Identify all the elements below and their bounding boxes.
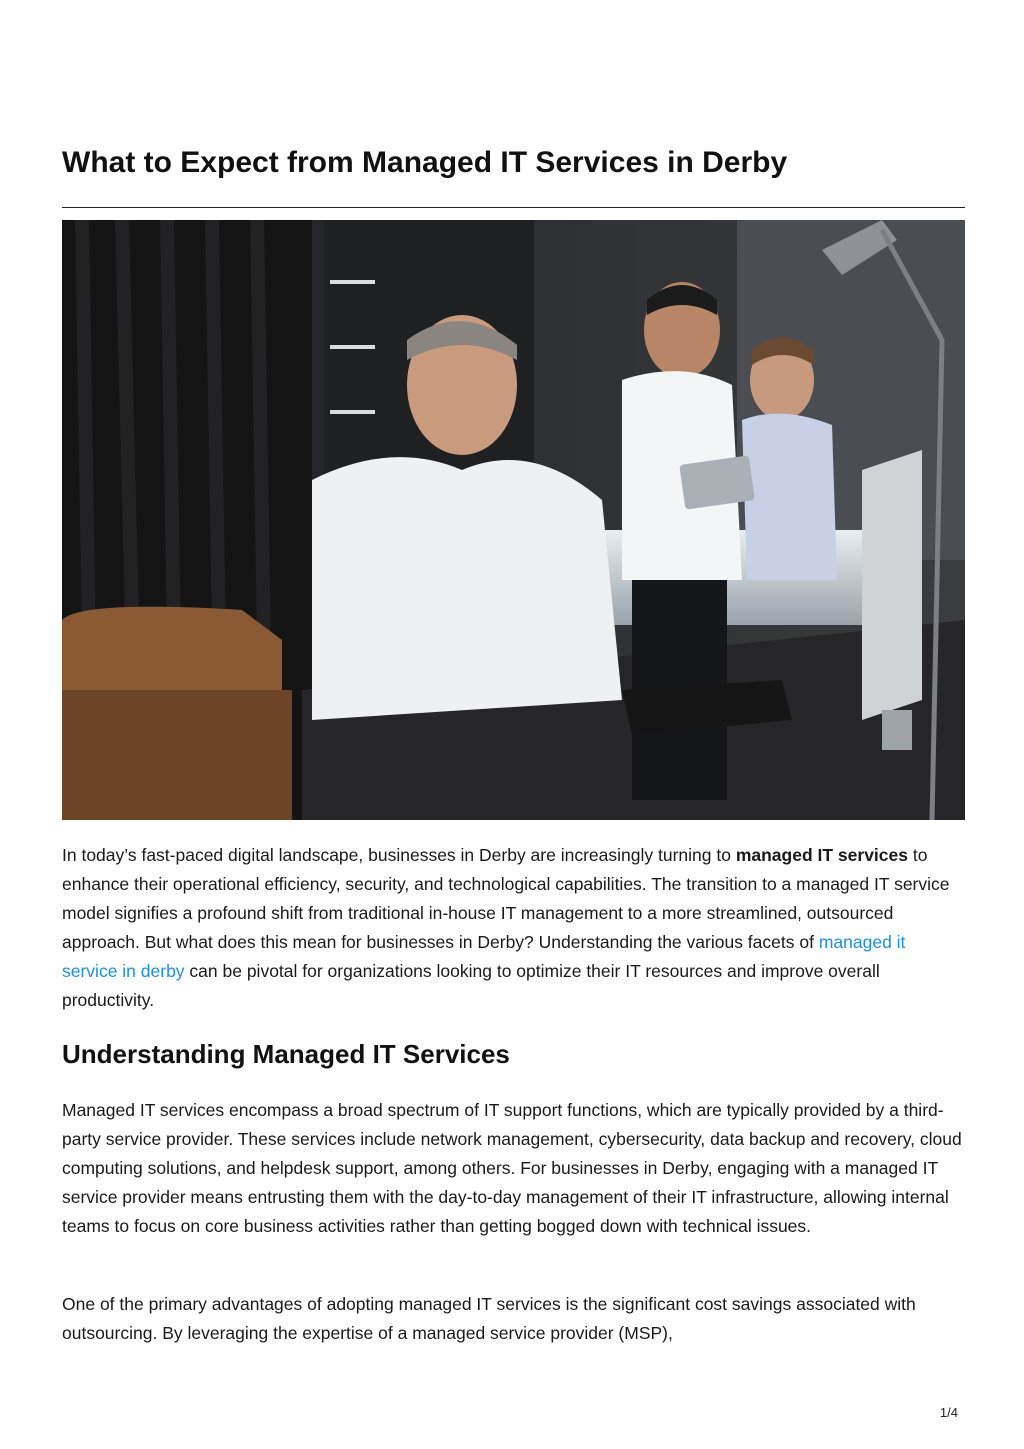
hero-image: [62, 220, 965, 820]
intro-text-middle: to enhance their operational efficiency, security, and technological capabilities. The transition to a managed IT service model signifies a profound shift from traditional in-house IT management to a more streamlined, outsourced approach. But what does this mean for businesses in Derby? Understanding the various facets of: [62, 845, 950, 952]
body-paragraph: One of the primary advantages of adopting managed IT services is the significant cost savings associated with outsourcing. By leveraging the expertise of a managed service provider (MSP),: [62, 1294, 916, 1343]
title-divider: [62, 207, 965, 208]
intro-paragraph: [62, 841, 965, 1015]
section-heading: Understanding Managed IT Services: [62, 1039, 510, 1069]
body-paragraph: Managed IT services encompass a broad spectrum of IT support functions, which are typically provided by a third-party service provider. These services include network management, cybersecurity, data backup and recovery, cloud computing solutions, and helpdesk support, among others. For businesses in Derby, engaging with a managed IT service provider means entrusting them with the day-to-day management of their IT infrastructure, allowing internal teams to focus on core business activities rather than getting bogged down with technical issues.: [62, 1100, 962, 1236]
managed-it-service-link[interactable]: managed it service in derby: [62, 932, 906, 981]
intro-text-end: can be pivotal for organizations looking to optimize their IT resources and improve overall productivity.: [62, 961, 880, 1010]
intro-text-start: In today’s fast-paced digital landscape, businesses in Derby are increasingly turning to: [62, 845, 736, 865]
page-number: 1/4: [939, 1405, 958, 1420]
office-photo-icon: [62, 220, 965, 820]
intro-bold-term: managed IT services: [735, 845, 908, 865]
page-title: What to Expect from Managed IT Services in Derby: [62, 146, 788, 179]
